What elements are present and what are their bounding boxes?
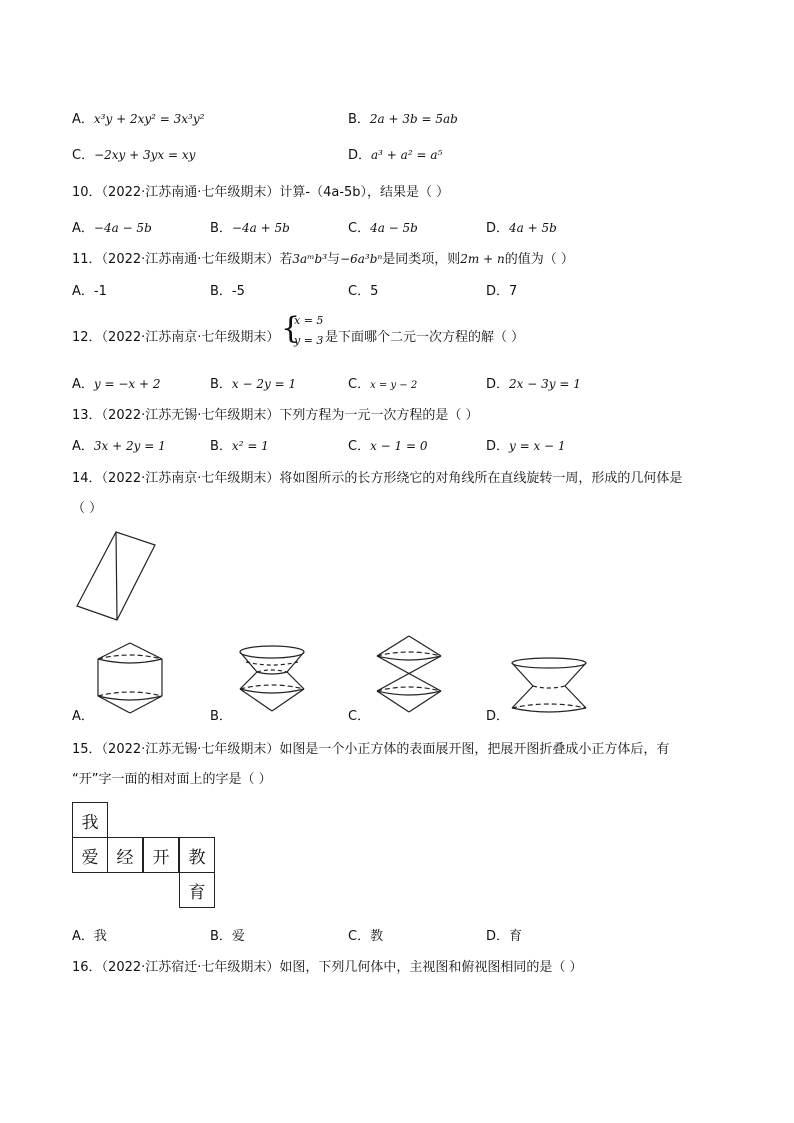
q10-option-b: B．−4a + 5b: [210, 221, 290, 236]
q14-option-c-label: C．: [348, 709, 371, 724]
q13-option-b: B．x² = 1: [210, 439, 269, 454]
net-cell-row-4: 教: [179, 837, 215, 873]
q12-stem-suffix: 是下面哪个二元一次方程的解（ ）: [325, 330, 525, 345]
net-cell-row-2: 经: [107, 837, 143, 873]
q13-option-d: D．y = x − 1: [486, 439, 566, 454]
q13-stem: 13．（2022·江苏无锡·七年级期末）下列方程为一元一次方程的是（ ）: [72, 408, 479, 423]
q12-option-a: A．y = −x + 2: [72, 377, 161, 392]
q15-option-d: D．育: [486, 929, 523, 944]
q9-option-c: C．−2xy + 3yx = xy: [72, 148, 196, 163]
q12-option-c: C．x = y − 2: [348, 377, 418, 392]
q15-stem-line1: 15．（2022·江苏无锡·七年级期末）如图是一个小正方体的表面展开图，把展开图折叠成小正方体后，有: [72, 742, 670, 757]
q15-option-b: B．爱: [210, 929, 245, 944]
q16-stem: 16．（2022·江苏宿迁·七年级期末）如图，下列几何体中，主视图和俯视图相同的是（ ）: [72, 960, 583, 975]
q14-option-d-label: D．: [486, 709, 510, 724]
q15-option-a: A．我: [72, 929, 107, 944]
q14-option-b-label: B．: [210, 709, 232, 724]
q11-option-a: A．-1: [72, 284, 107, 299]
q11-option-c: C．5: [348, 284, 379, 299]
q12-eq2: y = 3: [294, 334, 324, 347]
solid-c: [377, 636, 441, 712]
solid-d: [512, 658, 586, 712]
q12-option-d: D．2x − 3y = 1: [486, 377, 581, 392]
q11-stem: 11．（2022·江苏南通·七年级期末）若3aᵐb³与−6a³bⁿ是同类项，则2m + n的值为（ ）: [72, 252, 574, 267]
q10-stem: 10．（2022·江苏南通·七年级期末）计算-（4a-5b），结果是（ ）: [72, 185, 450, 200]
q10-option-a: A．−4a − 5b: [72, 221, 152, 236]
q9-option-d: D．a³ + a² = a⁵: [348, 148, 443, 163]
q11-option-d: D．7: [486, 284, 518, 299]
net-cell-row-1: 爱: [72, 837, 108, 873]
q15-stem-line2: “开”字一面的相对面上的字是（ ）: [72, 772, 272, 787]
q12-stem-prefix: 12．（2022·江苏南京·七年级期末）: [72, 330, 280, 345]
q9-option-a: A．x³y + 2xy² = 3x³y²: [72, 112, 205, 127]
q13-option-a: A．3x + 2y = 1: [72, 439, 166, 454]
q12-option-b: B．x − 2y = 1: [210, 377, 297, 392]
q14-stem-line2: （ ）: [72, 501, 103, 516]
q13-option-c: C．x − 1 = 0: [348, 439, 428, 454]
system-brace: {: [281, 311, 301, 346]
q15-option-c: C．教: [348, 929, 384, 944]
solid-b: [240, 646, 304, 711]
q10-option-c: C．4a − 5b: [348, 221, 418, 236]
q9-option-b: B．2a + 3b = 5ab: [348, 112, 458, 127]
net-cell-row-3: 开: [143, 837, 179, 873]
solid-a: [98, 643, 162, 713]
rectangle-diagonal: [116, 532, 117, 620]
q10-option-d: D．4a + 5b: [486, 221, 557, 236]
q11-option-b: B．-5: [210, 284, 245, 299]
net-cell-top: 我: [72, 802, 108, 838]
q12-eq1: x = 5: [294, 314, 324, 327]
q14-option-a-label: A．: [72, 709, 94, 724]
net-cell-bottom: 育: [179, 872, 215, 908]
q14-stem-line1: 14．（2022·江苏南京·七年级期末）将如图所示的长方形绕它的对角线所在直线旋转一周，形成的几何体是: [72, 471, 683, 486]
